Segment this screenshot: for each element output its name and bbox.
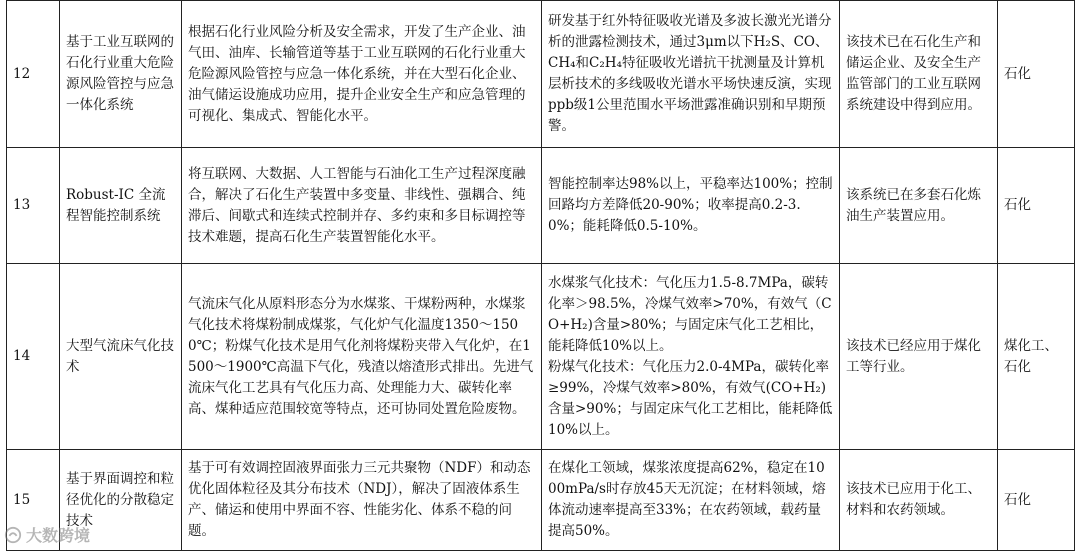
table-row [7,148,1075,264]
row-number: 15 [7,450,60,551]
indicator-text: 粉煤气化技术：气化压力2.0-4MPa，碳转化率≥99%，冷煤气效率>80%，有效气(CO+H₂)含量>90%；与固定床气化工艺相比，能耗降低10%以上。 [548,358,833,438]
indicator-text: 在煤化工领域，煤浆浓度提高62%，稳定在1000mPa/s时存放45天无沉淀；在材料领域，熔体流动速率提高至33%；在农药领域，载药量提高50%。 [548,460,826,539]
table-row [7,264,1075,450]
application-field: 石化 [998,1,1075,148]
row-number: 14 [7,264,60,450]
indicator-text: 研发基于红外特征吸收光谱及多波长激光光谱分析的泄露检测技术，通过3μm以下H₂S、CO、CH₄和C₂H₄特征吸收光谱抗干扰测量及计算机层析技术的多线吸收光谱水平场快速反演，实现ppb级1公里范围水平场泄露准确识别和早期预警。 [548,13,832,134]
application-status: 该技术已应用于化工、材料和农药领域。 [840,450,998,551]
table-row [7,1,1075,148]
indicator-text: 水煤浆气化技术：气化压力1.5-8.7MPa，碳转化率＞98.5%，冷煤气效率>70%，有效气（CO+H₂)含量>80%；与固定床气化工艺相比，能耗降低10%以上。 [548,274,832,354]
technology-name: 基于工业互联网的石化行业重大危险源风险管控与应急一体化系统 [60,1,182,148]
row-number: 13 [7,148,60,264]
technology-name: 基于界面调控和粒径优化的分散稳定技术 [60,450,182,551]
technology-table [6,0,1075,551]
application-status: 该技术已在石化生产和储运企业、及安全生产监管部门的工业互联网系统建设中得到应用。 [840,1,998,148]
technology-description: 将互联网、大数据、人工智能与石油化工生产过程深度融合，解决了石化生产装置中多变量、非线性、强耦合、纯滞后、间歇式和连续式控制并存、多约束和多目标调控等技术难题，提高石化生产装置智能化水平。 [182,148,542,264]
technology-indicators [542,264,840,450]
technology-indicators [542,450,840,551]
application-field: 煤化工、石化 [998,264,1075,450]
technology-indicators [542,148,840,264]
application-field: 石化 [998,148,1075,264]
indicator-text: 智能控制率达98%以上，平稳率达100%；控制回路均方差降低20-90%；收率提高0.2-3.0%；能耗降低0.5-10%。 [548,176,833,234]
technology-description: 根据石化行业风险分析及安全需求，开发了生产企业、油气田、油库、长输管道等基于工业互联网的石化行业重大危险源风险管控与应急一体化系统，并在大型石化企业、油气储运设施成功应用，提升企业安全生产和应急管理的可视化、集成式、智能化水平。 [182,1,542,148]
application-status: 该技术已经应用于煤化工等行业。 [840,264,998,450]
technology-description: 基于可有效调控固液界面张力三元共聚物（NDF）和动态优化固体粒径及其分布技术（NDJ），解决了固液体系生产、储运和使用中界面不容、性能劣化、体系不稳的问题。 [182,450,542,551]
watermark-text: 大数跨境 [26,526,91,545]
application-field: 石化 [998,450,1075,551]
technology-description: 气流床气化从原料形态分为水煤浆、干煤粉两种，水煤浆气化技术将煤粉制成煤浆，气化炉气化温度1350～1500℃；粉煤气化技术是用气化剂将煤粉夹带入气化炉，在1500～1900℃高温下气化，残渣以熔渣形式排出。先进气流床气化工艺具有气化压力高、处理能力大、碳转化率高、煤种适应范围较宽等特点，还可协同处置危险废物。 [182,264,542,450]
technology-indicators [542,1,840,148]
technology-name: Robust-IC 全流程智能控制系统 [60,148,182,264]
table-row [7,450,1075,551]
row-number: 12 [7,1,60,148]
technology-name: 大型气流床气化技术 [60,264,182,450]
application-status: 该系统已在多套石化炼油生产装置应用。 [840,148,998,264]
